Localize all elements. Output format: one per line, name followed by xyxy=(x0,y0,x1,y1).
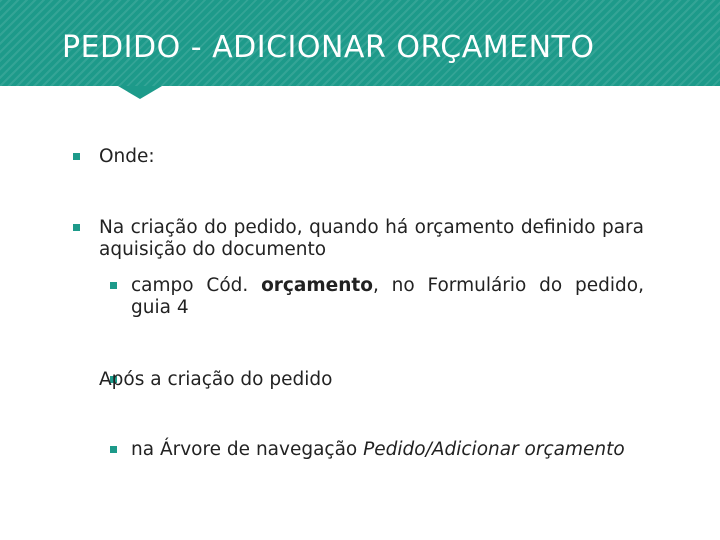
sub-bullet-campo xyxy=(131,275,644,319)
bullet-marker-icon xyxy=(73,153,80,160)
bullet-onde: Onde: xyxy=(99,146,155,167)
banner-notch xyxy=(118,86,162,99)
bullet-apos-criacao: Após a criação do pedido xyxy=(99,369,333,390)
sub-bullet-marker-icon xyxy=(110,446,117,453)
sub-bullet-marker-icon xyxy=(110,282,117,289)
campo-text: campo Cód. xyxy=(131,275,262,296)
bullet-criacao-pedido: Na criação do pedido, quando há orçamento definido para aquisição do documento xyxy=(99,217,644,260)
bullet-marker-icon xyxy=(73,224,80,231)
arvore-italic-text: Pedido/Adicionar orçamento xyxy=(363,439,625,460)
campo-bold-text: orçamento xyxy=(261,275,373,296)
arvore-text: na Árvore de navegação xyxy=(131,439,364,460)
slide-title: PEDIDO - ADICIONAR ORÇAMENTO xyxy=(62,30,595,65)
sub-bullet-arvore xyxy=(131,439,644,461)
campo-rest-text: , no Formulário do pedido, guia 4 xyxy=(131,275,645,318)
title-banner xyxy=(0,0,720,86)
